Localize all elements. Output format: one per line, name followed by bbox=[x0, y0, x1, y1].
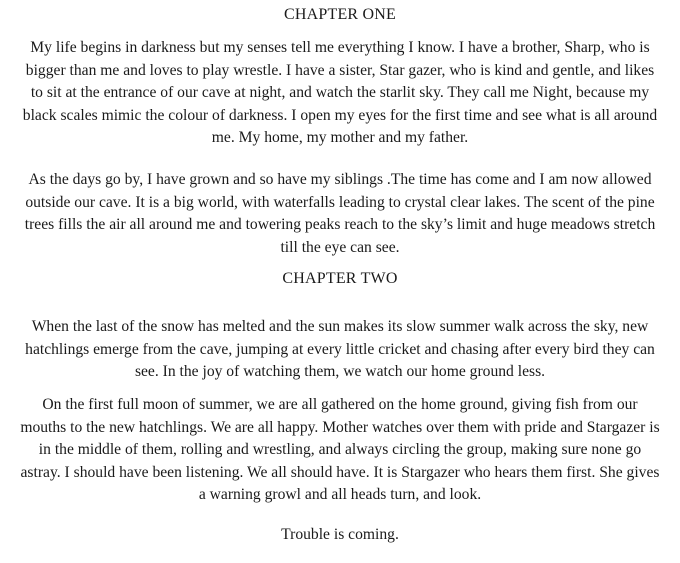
chapter-two-heading: CHAPTER TWO bbox=[282, 270, 398, 287]
chapter-two-paragraph-2: On the first full moon of summer, we are all gathered on the home ground, giving fish from our mouths to the new hatchlings. We are all happy. Mother watches over them with pride and Stargazer is in the middle of them, rolling and wrestling, and always circling the group, making sure none go astray. I should have been listening. We all should have. It is Stargazer who hears them first. She gives a warning growl and all heads turn, and look. bbox=[20, 396, 660, 503]
chapter-two-paragraph-1: When the last of the snow has melted and the sun makes its slow summer walk across the sky, new hatchlings emerge from the cave, jumping at every little cricket and chasing after every bird they can see. In the joy of watching them, we watch our home ground less. bbox=[25, 318, 655, 380]
chapter-two-closing-line: Trouble is coming. bbox=[281, 526, 399, 543]
chapter-one-heading: CHAPTER ONE bbox=[284, 6, 396, 23]
chapter-one-paragraph-1: My life begins in darkness but my senses tell me everything I know. I have a brother, Sharp, who is bigger than me and loves to play wrestle. I have a sister, Star gazer, who is kind and gentle, and likes to sit at the entrance of our cave at night, and watch the starlit sky. They call me Night, because my black scales mimic the colour of darkness. I open my eyes for the first time and see what is all around me. My home, my mother and my father. bbox=[22, 39, 658, 146]
chapter-one-paragraph-2: As the days go by, I have grown and so have my siblings .The time has come and I am now allowed outside our cave. It is a big world, with waterfalls leading to crystal clear lakes. The scent of the pine trees fills the air all around me and towering peaks reach to the sky’s limit and huge meadows stretch till the eye can see. bbox=[24, 171, 656, 256]
